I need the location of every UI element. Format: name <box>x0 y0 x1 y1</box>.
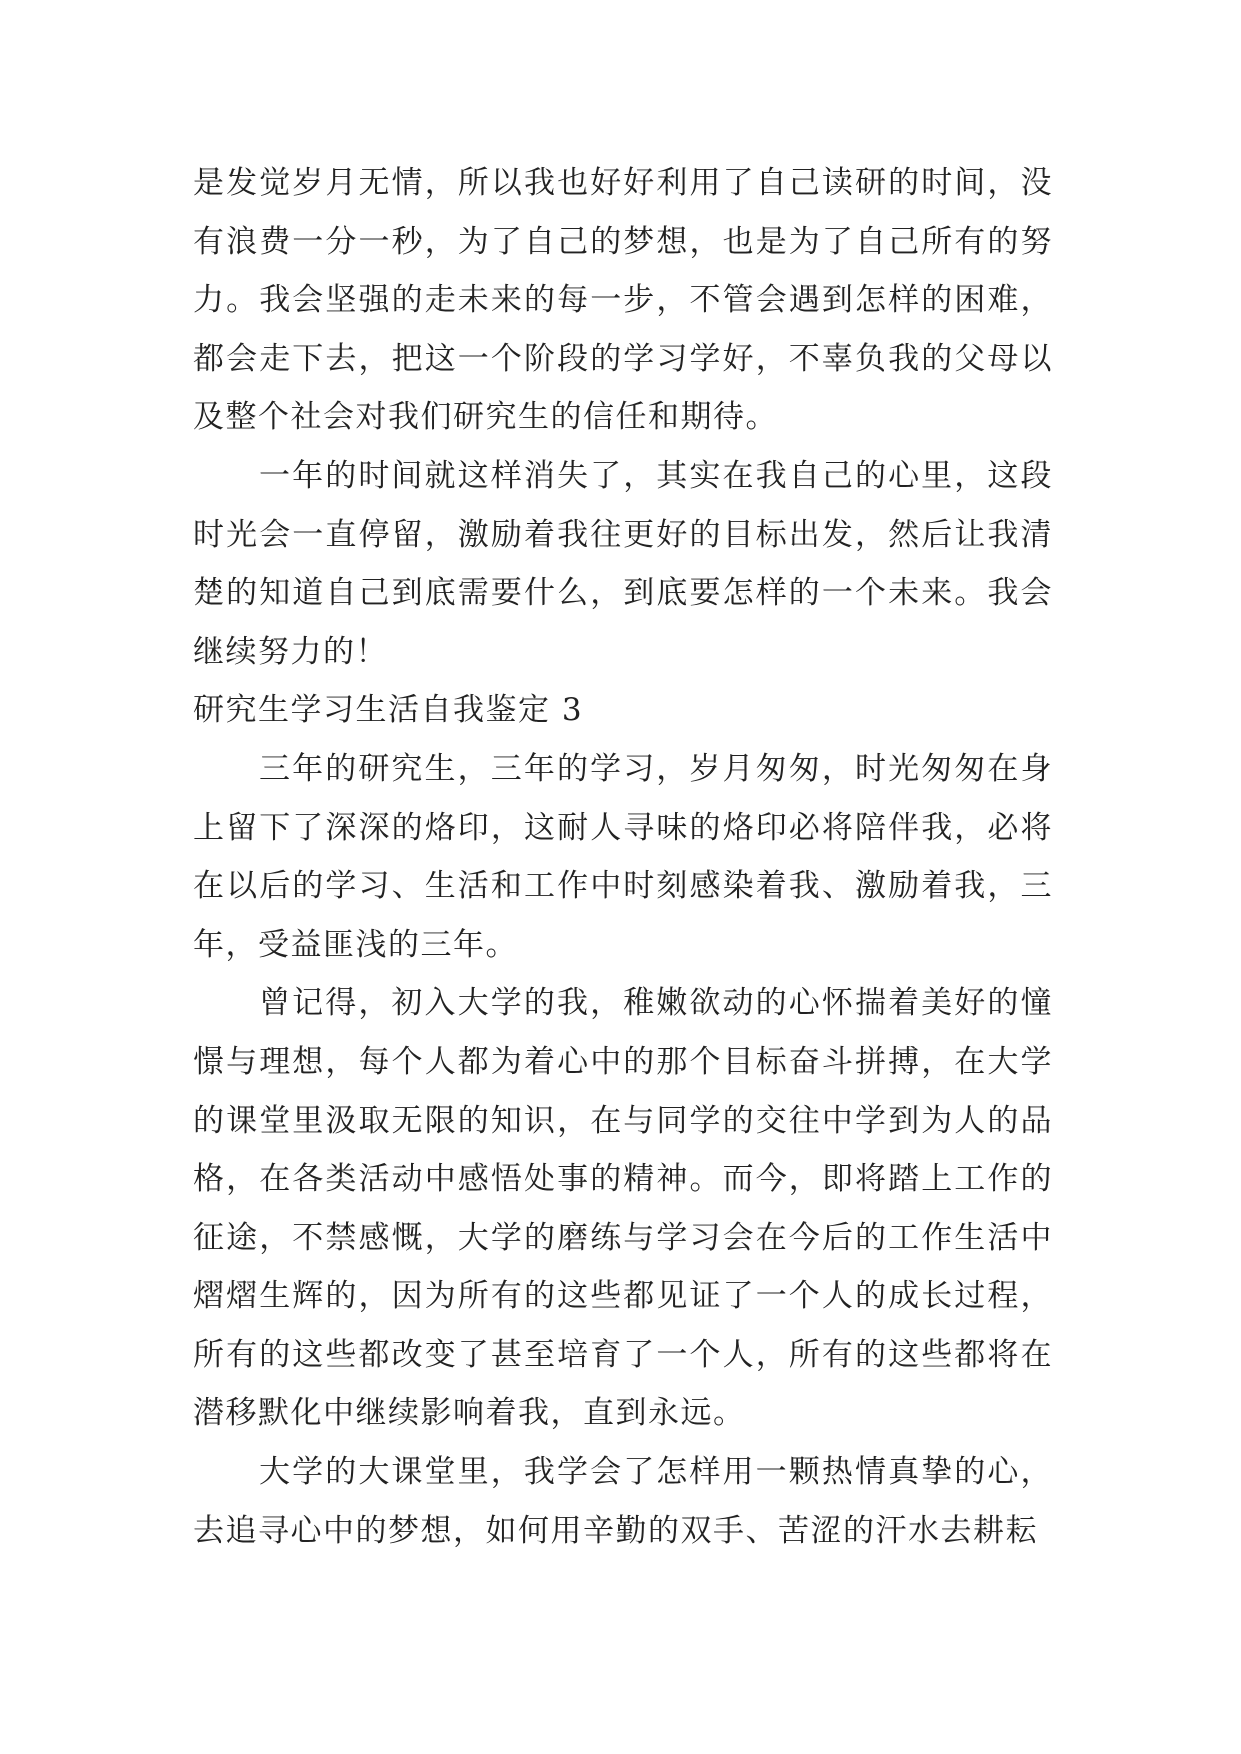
paragraph: 一年的时间就这样消失了，其实在我自己的心里，这段时光会一直停留，激励着我往更好的目标出发，然后让我清楚的知道自己到底需要什么，到底要怎样的一个未来。我会继续努力的！ <box>193 457 1053 670</box>
paragraph: 三年的研究生，三年的学习，岁月匆匆，时光匆匆在身上留下了深深的烙印，这耐人寻味的烙印必将陪伴我，必将在以后的学习、生活和工作中时刻感染着我、激励着我，三年，受益匪浅的三年。 <box>193 750 1053 963</box>
paragraph: 曾记得，初入大学的我，稚嫩欲动的心怀揣着美好的憧憬与理想，每个人都为着心中的那个目标奋斗拼搏，在大学的课堂里汲取无限的知识，在与同学的交往中学到为人的品格，在各类活动中感悟处事的精神。而今，即将踏上工作的征途，不禁感慨，大学的磨练与学习会在今后的工作生活中熠熠生辉的，因为所有的这些都见证了一个人的成长过程，所有的这些都改变了甚至培育了一个人，所有的这些都将在潜移默化中继续影响着我，直到永远。 <box>193 985 1053 1432</box>
paragraph: 大学的大课堂里，我学会了怎样用一颗热情真挚的心，去追寻心中的梦想，如何用辛勤的双手、苦涩的汗水去耕耘 <box>193 1454 1053 1549</box>
document-body <box>193 154 1053 1560</box>
paragraph-continuation: 是发觉岁月无情，所以我也好好利用了自己读研的时间，没有浪费一分一秒，为了自己的梦想，也是为了自己所有的努力。我会坚强的走未来的每一步，不管会遇到怎样的困难，都会走下去，把这一个阶段的学习学好，不辜负我的父母以及整个社会对我们研究生的信任和期待。 <box>193 165 1053 436</box>
section-heading: 研究生学习生活自我鉴定 3 <box>193 692 584 729</box>
